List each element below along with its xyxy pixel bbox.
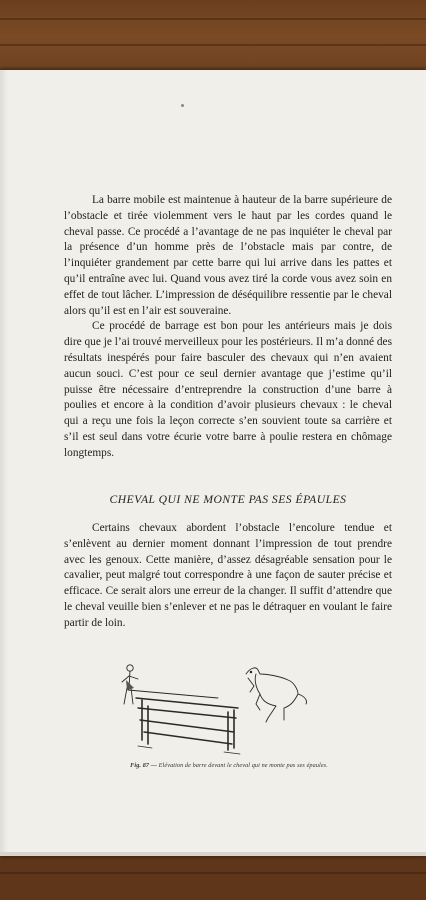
pole — [144, 732, 232, 744]
section-heading: CHEVAL QUI NE MONTE PAS SES ÉPAULES — [109, 493, 347, 506]
wood-grain — [0, 44, 426, 46]
illustration-horse-jump — [108, 660, 318, 760]
page-edge — [0, 852, 426, 856]
body-text-section-2 — [64, 521, 392, 632]
pole — [140, 720, 234, 732]
wood-grain — [0, 18, 426, 20]
caption-text: Elévation de barre devant le cheval qui ne monte pas ses épaules. — [158, 762, 328, 769]
page-speck — [181, 104, 184, 107]
wood-grain — [0, 872, 426, 874]
rope — [128, 690, 218, 698]
book-page — [0, 70, 426, 855]
paragraph: La barre mobile est maintenue à hauteur de la barre supérieure de l’obstacle et tirée violemment vers le haut par les cordes quand le cheval passe. Ce procédé a l’avantage de ne pas inquiéter le cheval par la présence d’un homme près de l’obstacle mais par contre, de l’inquiéter grandement par cette barre qui lui arrive dans les pattes et qu’il entraîne avec lui. Quand vous avez tiré la corde vous avez soin en effet de tout lâcher. L’impression de déséquilibre ressentie par le cheval alors qu’il est en l’air est souveraine. — [64, 194, 392, 317]
paragraph: Ce procédé de barrage est bon pour les antérieurs mais je dois dire que je l’ai trouvé merveilleux pour les postérieurs. Il m’a donné des résultats inespérés pour faire basculer des chevaux qui n’en avaient aucun souci. C’est pour ce seul dernier avantage que j’estime qu’il puisse être nécessaire d’entreprendre la construction d’une barre à poulies et encore à la condition d’avoir plusieurs chevaux : le cheval qui a reçu une fois la leçon correcte s’en souvient toute sa carrière et s’il est seul dans votre écurie votre barre à poulie restera en chômage longtemps. — [64, 320, 392, 459]
body-text-section-1 — [64, 193, 392, 462]
figure-head — [127, 665, 133, 671]
paragraph: Certains chevaux abordent l’obstacle l’encolure tendue et s’enlèvent au dernier moment donnant l’impression de tout prendre avec les genoux. Cette manière, d’assez désagréable sensation pour le cavalier, peut malgré tout correspondre à une façon de sauter précise et efficace. Ce serait alors une erreur de la changer. Il suffit d’attendre que le cheval veuille bien s’enlever et ne pas le détraquer en voulant le faire partir de loin. — [64, 522, 392, 629]
figure-caption — [64, 762, 394, 769]
pole — [138, 708, 236, 718]
pole — [136, 698, 238, 708]
figure-label: Fig. 87 — — [130, 762, 158, 769]
